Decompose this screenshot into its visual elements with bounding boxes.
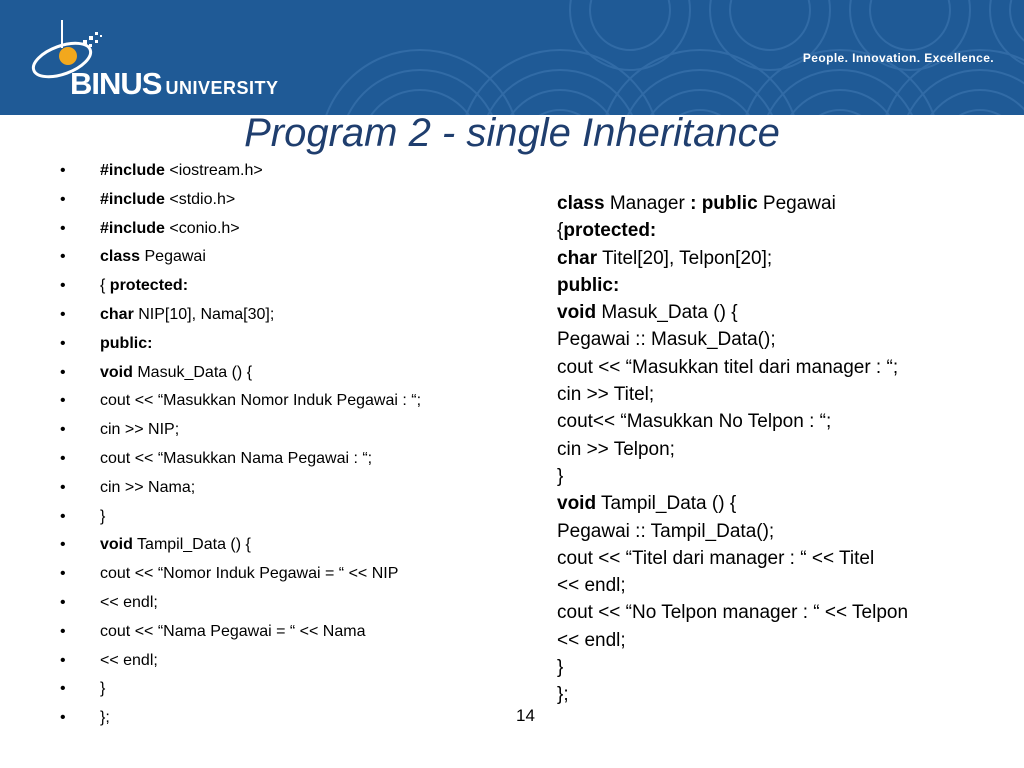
code-text: cout << “Masukkan Nomor Induk Pegawai : “; bbox=[100, 392, 422, 410]
list-item bbox=[58, 534, 498, 555]
code-line bbox=[557, 654, 997, 681]
code-text: << endl; bbox=[557, 575, 626, 597]
list-item bbox=[58, 477, 498, 498]
bullet-icon: • bbox=[60, 536, 66, 554]
bullet-icon: • bbox=[60, 162, 66, 179]
code-line bbox=[557, 681, 997, 708]
code-text: Masuk_Data () { bbox=[596, 302, 738, 324]
list-item bbox=[58, 506, 498, 527]
code-text: cout << “Masukkan titel dari manager : “; bbox=[557, 356, 899, 378]
code-line bbox=[557, 408, 997, 435]
logo-subtext: UNIVERSITY bbox=[165, 78, 279, 98]
code-text: cout << “Titel dari manager : “ << Titel bbox=[557, 547, 875, 569]
code-text: <stdio.h> bbox=[164, 190, 236, 208]
list-item bbox=[58, 362, 498, 383]
list-item bbox=[58, 563, 498, 584]
code-keyword: #include bbox=[100, 162, 165, 179]
code-keyword: public: bbox=[100, 334, 153, 352]
bullet-icon: • bbox=[60, 651, 66, 669]
code-prefix: { bbox=[100, 277, 110, 295]
code-keyword: void bbox=[100, 363, 133, 381]
page-number: 14 bbox=[516, 706, 535, 725]
list-item bbox=[58, 592, 498, 613]
bullet-icon: • bbox=[60, 507, 66, 525]
code-text: cout<< “Masukkan No Telpon : “; bbox=[557, 411, 832, 433]
code-text: << endl; bbox=[557, 629, 626, 651]
tagline: People. Innovation. Excellence. bbox=[802, 51, 994, 65]
code-line bbox=[557, 217, 997, 244]
code-text: Titel[20], Telpon[20]; bbox=[597, 247, 773, 269]
list-item bbox=[58, 650, 498, 671]
bullet-icon: • bbox=[60, 622, 66, 640]
bullet-icon: • bbox=[60, 363, 66, 381]
list-item bbox=[58, 621, 498, 642]
code-keyword: void bbox=[100, 536, 133, 554]
code-keyword: class bbox=[100, 248, 141, 266]
code-text: } bbox=[557, 465, 564, 487]
bullet-icon: • bbox=[60, 593, 66, 611]
bullet-icon: • bbox=[60, 190, 66, 208]
code-keyword: void bbox=[557, 302, 597, 324]
code-text: Tampil_Data () { bbox=[596, 493, 737, 515]
code-line bbox=[557, 627, 997, 654]
bullet-icon: • bbox=[60, 392, 66, 410]
list-item bbox=[58, 275, 498, 296]
code-keyword: char bbox=[557, 247, 598, 269]
bullet-icon: • bbox=[60, 334, 66, 352]
code-line bbox=[557, 572, 997, 599]
list-item bbox=[58, 218, 498, 239]
code-text: cout << “Nomor Induk Pegawai = “ << NIP bbox=[100, 565, 399, 583]
bullet-icon: • bbox=[60, 449, 66, 467]
code-line bbox=[557, 381, 997, 408]
code-text: cout << “Masukkan Nama Pegawai : “; bbox=[100, 449, 373, 467]
code-line bbox=[557, 326, 997, 353]
code-line bbox=[557, 272, 997, 299]
code-line bbox=[557, 518, 997, 545]
code-keyword: void bbox=[557, 493, 597, 515]
code-text: Pegawai bbox=[140, 248, 206, 266]
code-text: << endl; bbox=[100, 651, 158, 669]
code-line bbox=[557, 463, 997, 490]
code-text: }; bbox=[100, 709, 110, 727]
bullet-icon: • bbox=[60, 478, 66, 496]
code-keyword: protected: bbox=[563, 220, 657, 242]
code-line bbox=[557, 436, 997, 463]
code-text: <iostream.h> bbox=[164, 162, 263, 179]
code-keyword: #include bbox=[100, 190, 165, 208]
code-text: cout << “No Telpon manager : “ << Telpon bbox=[557, 602, 909, 624]
code-text: Pegawai bbox=[757, 193, 836, 214]
list-item bbox=[58, 333, 498, 354]
list-item bbox=[58, 707, 498, 728]
list-item bbox=[58, 304, 498, 325]
code-text: cin >> Telpon; bbox=[557, 438, 675, 460]
code-text: Pegawai :: Masuk_Data(); bbox=[557, 329, 776, 351]
list-item bbox=[58, 419, 498, 440]
code-keyword: class bbox=[557, 193, 605, 214]
code-text: <conio.h> bbox=[164, 219, 240, 237]
code-line bbox=[557, 599, 997, 626]
code-keyword: #include bbox=[100, 219, 165, 237]
code-line bbox=[557, 190, 997, 217]
bullet-icon: • bbox=[60, 565, 66, 583]
code-text: Tampil_Data () { bbox=[132, 536, 251, 554]
code-text: Masuk_Data () { bbox=[132, 363, 253, 381]
code-line bbox=[557, 545, 997, 572]
code-keyword: public: bbox=[557, 274, 620, 296]
bullet-icon: • bbox=[60, 219, 66, 237]
list-item bbox=[58, 189, 498, 210]
code-text: cin >> Nama; bbox=[100, 478, 196, 496]
logo-wordmark bbox=[70, 66, 278, 102]
list-item bbox=[58, 448, 498, 469]
list-item bbox=[58, 678, 498, 699]
bullet-icon: • bbox=[60, 709, 66, 727]
code-text: } bbox=[100, 680, 106, 698]
code-line bbox=[557, 245, 997, 272]
code-text: } bbox=[557, 657, 564, 679]
left-code-list bbox=[58, 160, 498, 736]
code-text: } bbox=[100, 507, 106, 525]
list-item bbox=[58, 160, 498, 181]
code-text: Pegawai :: Tampil_Data(); bbox=[557, 520, 775, 542]
bullet-icon: • bbox=[60, 277, 66, 295]
code-text: }; bbox=[557, 684, 569, 706]
list-item bbox=[58, 246, 498, 267]
code-text: << endl; bbox=[100, 593, 158, 611]
bullet-icon: • bbox=[60, 305, 66, 323]
logo-text: BINUS bbox=[70, 66, 162, 101]
code-text: cin >> NIP; bbox=[100, 421, 180, 439]
code-text: Manager bbox=[604, 193, 691, 214]
code-line bbox=[557, 354, 997, 381]
right-code-block bbox=[557, 190, 997, 709]
slide-title: Program 2 - single Inheritance bbox=[244, 111, 780, 155]
bullet-icon: • bbox=[60, 421, 66, 439]
bullet-icon: • bbox=[60, 248, 66, 266]
code-keyword: char bbox=[100, 305, 134, 323]
code-keyword: : public bbox=[690, 193, 758, 214]
code-keyword: protected: bbox=[109, 277, 189, 295]
code-text: cout << “Nama Pegawai = “ << Nama bbox=[100, 622, 366, 640]
code-text: NIP[10], Nama[30]; bbox=[133, 305, 275, 323]
header-banner bbox=[0, 0, 1024, 115]
code-line bbox=[557, 490, 997, 517]
list-item bbox=[58, 390, 498, 411]
bullet-icon: • bbox=[60, 680, 66, 698]
code-line bbox=[557, 299, 997, 326]
code-text: cin >> Titel; bbox=[557, 384, 655, 406]
code-prefix: { bbox=[557, 220, 564, 242]
